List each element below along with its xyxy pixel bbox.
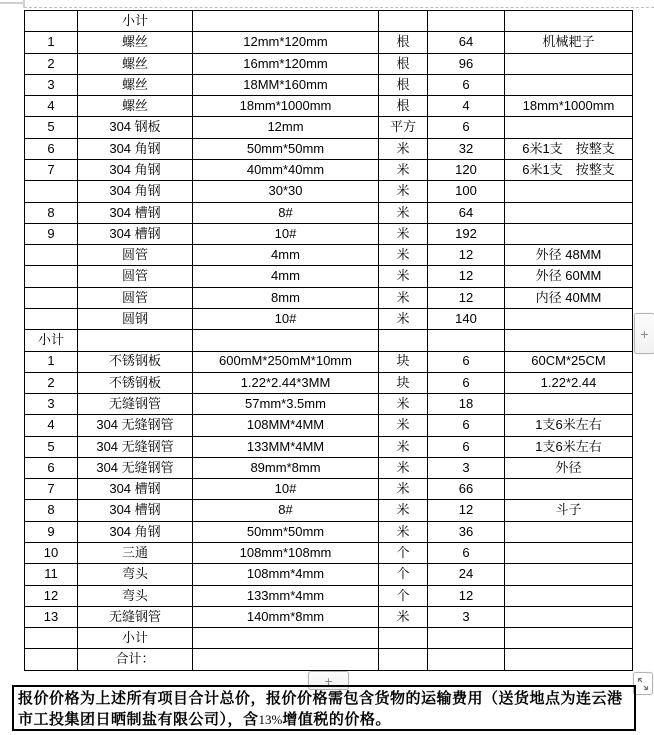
- table-cell[interactable]: [193, 11, 379, 32]
- table-cell[interactable]: 10#: [193, 308, 379, 329]
- table-cell[interactable]: [428, 649, 505, 670]
- table-cell[interactable]: [505, 649, 633, 670]
- table-cell[interactable]: 304 角钢: [78, 138, 193, 159]
- table-cell[interactable]: [505, 117, 633, 138]
- table-cell[interactable]: 弯头: [78, 585, 193, 606]
- table-cell[interactable]: 米: [379, 138, 428, 159]
- table-cell[interactable]: 304 角钢: [78, 159, 193, 180]
- table-cell[interactable]: 304 无缝钢管: [78, 457, 193, 478]
- table-cell[interactable]: [505, 53, 633, 74]
- table-cell[interactable]: [25, 628, 78, 649]
- table-cell[interactable]: [25, 308, 78, 329]
- table-row: [25, 372, 633, 393]
- table-cell[interactable]: 30*30: [193, 181, 379, 202]
- table-cell[interactable]: 6: [428, 117, 505, 138]
- table-cell[interactable]: 24: [428, 564, 505, 585]
- table-cell[interactable]: 无缝钢管: [78, 606, 193, 627]
- table-cell[interactable]: 螺丝: [78, 74, 193, 95]
- table-cell[interactable]: [505, 585, 633, 606]
- table-cell[interactable]: [193, 649, 379, 670]
- plus-icon: +: [640, 325, 649, 342]
- table-cell[interactable]: [505, 11, 633, 32]
- table-cell[interactable]: 8mm: [193, 287, 379, 308]
- table-cell[interactable]: 100: [428, 181, 505, 202]
- table-row: [25, 351, 633, 372]
- table-cell[interactable]: 2: [25, 372, 78, 393]
- table-cell[interactable]: 3: [25, 394, 78, 415]
- table-cell[interactable]: 斗子: [505, 500, 633, 521]
- table-cell[interactable]: 米: [379, 500, 428, 521]
- table-cell[interactable]: 4mm: [193, 266, 379, 287]
- table-cell[interactable]: 600mM*250mM*10mm: [193, 351, 379, 372]
- table-cell[interactable]: 机械耙子: [505, 32, 633, 53]
- table-cell[interactable]: 5: [25, 117, 78, 138]
- table-cell[interactable]: 64: [428, 202, 505, 223]
- table-cell[interactable]: 1: [25, 351, 78, 372]
- table-cell[interactable]: [505, 308, 633, 329]
- table-cell[interactable]: [25, 287, 78, 308]
- table-cell[interactable]: [25, 266, 78, 287]
- table-cell[interactable]: [379, 330, 428, 351]
- table-cell[interactable]: 16mm*120mm: [193, 53, 379, 74]
- table-cell[interactable]: [505, 74, 633, 95]
- table-cell[interactable]: 米: [379, 202, 428, 223]
- table-row: [25, 223, 633, 244]
- table-cell[interactable]: 内径 40MM: [505, 287, 633, 308]
- table-cell[interactable]: 133mm*4mm: [193, 585, 379, 606]
- table-cell[interactable]: [25, 245, 78, 266]
- table-cell[interactable]: [505, 628, 633, 649]
- table-row: [25, 138, 633, 159]
- table-cell[interactable]: [25, 649, 78, 670]
- table-cell[interactable]: 304 无缝钢管: [78, 436, 193, 457]
- table-cell[interactable]: 64: [428, 32, 505, 53]
- table-cell[interactable]: 6米1支 按整支: [505, 138, 633, 159]
- table-row: [25, 117, 633, 138]
- table-cell[interactable]: 不锈钢板: [78, 372, 193, 393]
- table-cell[interactable]: [505, 181, 633, 202]
- table-cell[interactable]: 5: [25, 436, 78, 457]
- table-cell[interactable]: 12mm: [193, 117, 379, 138]
- table-cell[interactable]: 6: [25, 457, 78, 478]
- insert-column-button[interactable]: [634, 313, 654, 354]
- table-cell[interactable]: 12: [428, 287, 505, 308]
- table-cell[interactable]: 36: [428, 521, 505, 542]
- table-cell[interactable]: 不锈钢板: [78, 351, 193, 372]
- table-cell[interactable]: [193, 628, 379, 649]
- table-cell[interactable]: 圆管: [78, 287, 193, 308]
- table-cell[interactable]: 块: [379, 351, 428, 372]
- table-cell[interactable]: 6: [428, 351, 505, 372]
- table-cell[interactable]: 外径 48MM: [505, 245, 633, 266]
- table-cell[interactable]: [428, 628, 505, 649]
- table-cell[interactable]: [78, 330, 193, 351]
- table-cell[interactable]: [505, 394, 633, 415]
- table-cell[interactable]: 3: [428, 457, 505, 478]
- table-cell[interactable]: 6: [428, 372, 505, 393]
- table-cell[interactable]: [505, 543, 633, 564]
- text-boundary-corner-horizontal: [0, 2, 24, 4]
- quotation-table-body: [25, 11, 633, 671]
- table-cell[interactable]: 圆钢: [78, 308, 193, 329]
- table-cell[interactable]: 3: [25, 74, 78, 95]
- table-cell[interactable]: 米: [379, 415, 428, 436]
- table-row: [25, 159, 633, 180]
- table-cell[interactable]: 米: [379, 266, 428, 287]
- table-row: [25, 564, 633, 585]
- table-cell[interactable]: 2: [25, 53, 78, 74]
- table-cell[interactable]: 4: [25, 415, 78, 436]
- table-cell[interactable]: [505, 606, 633, 627]
- table-cell[interactable]: [428, 11, 505, 32]
- table-cell[interactable]: 108mm*4mm: [193, 564, 379, 585]
- table-cell[interactable]: 9: [25, 223, 78, 244]
- table-cell[interactable]: 192: [428, 223, 505, 244]
- table-cell[interactable]: 外径 60MM: [505, 266, 633, 287]
- table-cell[interactable]: 32: [428, 138, 505, 159]
- table-cell[interactable]: 12: [428, 500, 505, 521]
- table-cell[interactable]: 个: [379, 543, 428, 564]
- table-row: [25, 649, 633, 670]
- table-cell[interactable]: 304 槽钢: [78, 223, 193, 244]
- table-cell[interactable]: 66: [428, 479, 505, 500]
- table-row: [25, 436, 633, 457]
- table-row: [25, 500, 633, 521]
- table-cell[interactable]: 10: [25, 543, 78, 564]
- table-cell[interactable]: 304 槽钢: [78, 500, 193, 521]
- table-cell[interactable]: 12: [428, 245, 505, 266]
- text-boundary-line: [24, 7, 654, 8]
- table-cell[interactable]: 6: [428, 415, 505, 436]
- table-row: [25, 606, 633, 627]
- table-row: [25, 543, 633, 564]
- table-cell[interactable]: 120: [428, 159, 505, 180]
- table-cell[interactable]: 米: [379, 394, 428, 415]
- table-cell[interactable]: 三通: [78, 543, 193, 564]
- table-row: [25, 457, 633, 478]
- quotation-table: [24, 10, 633, 671]
- table-cell[interactable]: 米: [379, 159, 428, 180]
- table-cell[interactable]: 9: [25, 521, 78, 542]
- table-cell[interactable]: 米: [379, 181, 428, 202]
- table-row: [25, 628, 633, 649]
- table-row: [25, 266, 633, 287]
- table-cell[interactable]: 140: [428, 308, 505, 329]
- table-cell[interactable]: 304 钢板: [78, 117, 193, 138]
- table-cell[interactable]: 10#: [193, 479, 379, 500]
- table-cell[interactable]: 12: [428, 266, 505, 287]
- plus-icon: +: [324, 672, 333, 689]
- table-cell[interactable]: 304 无缝钢管: [78, 415, 193, 436]
- table-row: [25, 308, 633, 329]
- table-cell[interactable]: 螺丝: [78, 96, 193, 117]
- table-row: [25, 11, 633, 32]
- table-cell[interactable]: 螺丝: [78, 32, 193, 53]
- diagonal-resize-arrows-icon: [636, 676, 650, 692]
- table-cell[interactable]: 304 槽钢: [78, 479, 193, 500]
- table-cell[interactable]: 89mm*8mm: [193, 457, 379, 478]
- table-cell[interactable]: [25, 11, 78, 32]
- table-cell[interactable]: 18: [428, 394, 505, 415]
- table-cell[interactable]: 50mm*50mm: [193, 521, 379, 542]
- table-cell[interactable]: 个: [379, 585, 428, 606]
- table-cell[interactable]: [193, 330, 379, 351]
- table-cell[interactable]: 6: [428, 543, 505, 564]
- table-cell[interactable]: 米: [379, 287, 428, 308]
- table-cell[interactable]: 140mm*8mm: [193, 606, 379, 627]
- table-cell[interactable]: 57mm*3.5mm: [193, 394, 379, 415]
- table-cell[interactable]: 7: [25, 159, 78, 180]
- table-cell[interactable]: 7: [25, 479, 78, 500]
- table-cell[interactable]: 6: [25, 138, 78, 159]
- table-cell[interactable]: 根: [379, 32, 428, 53]
- table-row: [25, 74, 633, 95]
- table-cell[interactable]: 米: [379, 479, 428, 500]
- table-row: [25, 202, 633, 223]
- table-cell[interactable]: [505, 202, 633, 223]
- table-cell[interactable]: 小计: [25, 330, 78, 351]
- table-cell[interactable]: 米: [379, 223, 428, 244]
- table-cell[interactable]: 1支6米左右: [505, 436, 633, 457]
- table-cell[interactable]: 133MM*4MM: [193, 436, 379, 457]
- table-cell[interactable]: 合计：: [78, 649, 193, 670]
- table-cell[interactable]: 1支6米左右: [505, 415, 633, 436]
- table-cell[interactable]: 8#: [193, 202, 379, 223]
- table-cell[interactable]: 小计: [78, 11, 193, 32]
- table-cell[interactable]: 4mm: [193, 245, 379, 266]
- table-row: [25, 245, 633, 266]
- table-row: [25, 521, 633, 542]
- table-cell[interactable]: 米: [379, 436, 428, 457]
- table-cell[interactable]: 108mm*108mm: [193, 543, 379, 564]
- table-cell[interactable]: 4: [428, 96, 505, 117]
- table-cell[interactable]: 弯头: [78, 564, 193, 585]
- table-cell[interactable]: 个: [379, 564, 428, 585]
- pricing-note: [12, 685, 636, 731]
- table-cell[interactable]: 6: [428, 436, 505, 457]
- table-row: [25, 330, 633, 351]
- table-cell[interactable]: 螺丝: [78, 53, 193, 74]
- table-cell[interactable]: [505, 564, 633, 585]
- table-cell[interactable]: 小计: [78, 628, 193, 649]
- table-cell[interactable]: 8: [25, 202, 78, 223]
- table-cell[interactable]: 米: [379, 521, 428, 542]
- table-cell[interactable]: [505, 330, 633, 351]
- table-cell[interactable]: 1.22*2.44: [505, 372, 633, 393]
- table-cell[interactable]: [428, 330, 505, 351]
- table-row: [25, 585, 633, 606]
- table-cell[interactable]: 圆管: [78, 245, 193, 266]
- table-cell[interactable]: 12mm*120mm: [193, 32, 379, 53]
- table-cell[interactable]: [379, 649, 428, 670]
- vat-percent: 13%: [258, 712, 283, 727]
- table-cell[interactable]: [25, 181, 78, 202]
- table-cell[interactable]: 108MM*4MM: [193, 415, 379, 436]
- table-cell[interactable]: 4: [25, 96, 78, 117]
- table-row: [25, 32, 633, 53]
- table-cell[interactable]: 平方: [379, 117, 428, 138]
- table-cell[interactable]: 40mm*40mm: [193, 159, 379, 180]
- table-cell[interactable]: 18mm*1000mm: [505, 96, 633, 117]
- table-cell[interactable]: 米: [379, 245, 428, 266]
- table-row: [25, 53, 633, 74]
- table-cell[interactable]: [505, 223, 633, 244]
- table-cell[interactable]: 304 角钢: [78, 521, 193, 542]
- table-row: [25, 394, 633, 415]
- table-cell[interactable]: 10#: [193, 223, 379, 244]
- table-cell[interactable]: 米: [379, 457, 428, 478]
- table-cell[interactable]: 12: [428, 585, 505, 606]
- table-row: [25, 415, 633, 436]
- table-cell[interactable]: 18mm*1000mm: [193, 96, 379, 117]
- table-cell[interactable]: 1.22*2.44*3MM: [193, 372, 379, 393]
- table-cell[interactable]: 96: [428, 53, 505, 74]
- table-cell[interactable]: [505, 521, 633, 542]
- table-cell[interactable]: 6: [428, 74, 505, 95]
- table-cell[interactable]: 根: [379, 53, 428, 74]
- table-row: [25, 96, 633, 117]
- table-cell[interactable]: 18MM*160mm: [193, 74, 379, 95]
- table-cell[interactable]: 6米1支 按整支: [505, 159, 633, 180]
- table-cell[interactable]: 304 角钢: [78, 181, 193, 202]
- table-cell[interactable]: 13: [25, 606, 78, 627]
- table-cell[interactable]: 无缝钢管: [78, 394, 193, 415]
- table-cell[interactable]: 8: [25, 500, 78, 521]
- pricing-note-text: 报价价格为上述所有项目合计总价，报价价格需包含货物的运输费用（送货地点为连云港市工投集团日晒制盐有限公司），含: [18, 690, 623, 728]
- table-row: [25, 479, 633, 500]
- table-cell[interactable]: [505, 479, 633, 500]
- table-cell[interactable]: 3: [428, 606, 505, 627]
- table-cell[interactable]: 11: [25, 564, 78, 585]
- table-cell[interactable]: 60CM*25CM: [505, 351, 633, 372]
- pricing-note-text-after: 增值税的价格。: [282, 711, 391, 728]
- table-cell[interactable]: 米: [379, 308, 428, 329]
- table-cell[interactable]: 米: [379, 606, 428, 627]
- table-cell[interactable]: 外径: [505, 457, 633, 478]
- table-cell[interactable]: 根: [379, 96, 428, 117]
- table-row: [25, 287, 633, 308]
- table-cell[interactable]: [379, 11, 428, 32]
- table-cell[interactable]: 12: [25, 585, 78, 606]
- table-row: [25, 181, 633, 202]
- table-cell[interactable]: 8#: [193, 500, 379, 521]
- table-cell[interactable]: 1: [25, 32, 78, 53]
- table-cell[interactable]: 根: [379, 74, 428, 95]
- table-cell[interactable]: 块: [379, 372, 428, 393]
- table-cell[interactable]: 304 槽钢: [78, 202, 193, 223]
- table-cell[interactable]: 50mm*50mm: [193, 138, 379, 159]
- table-resize-handle[interactable]: [633, 672, 653, 695]
- table-cell[interactable]: [379, 628, 428, 649]
- table-cell[interactable]: 圆管: [78, 266, 193, 287]
